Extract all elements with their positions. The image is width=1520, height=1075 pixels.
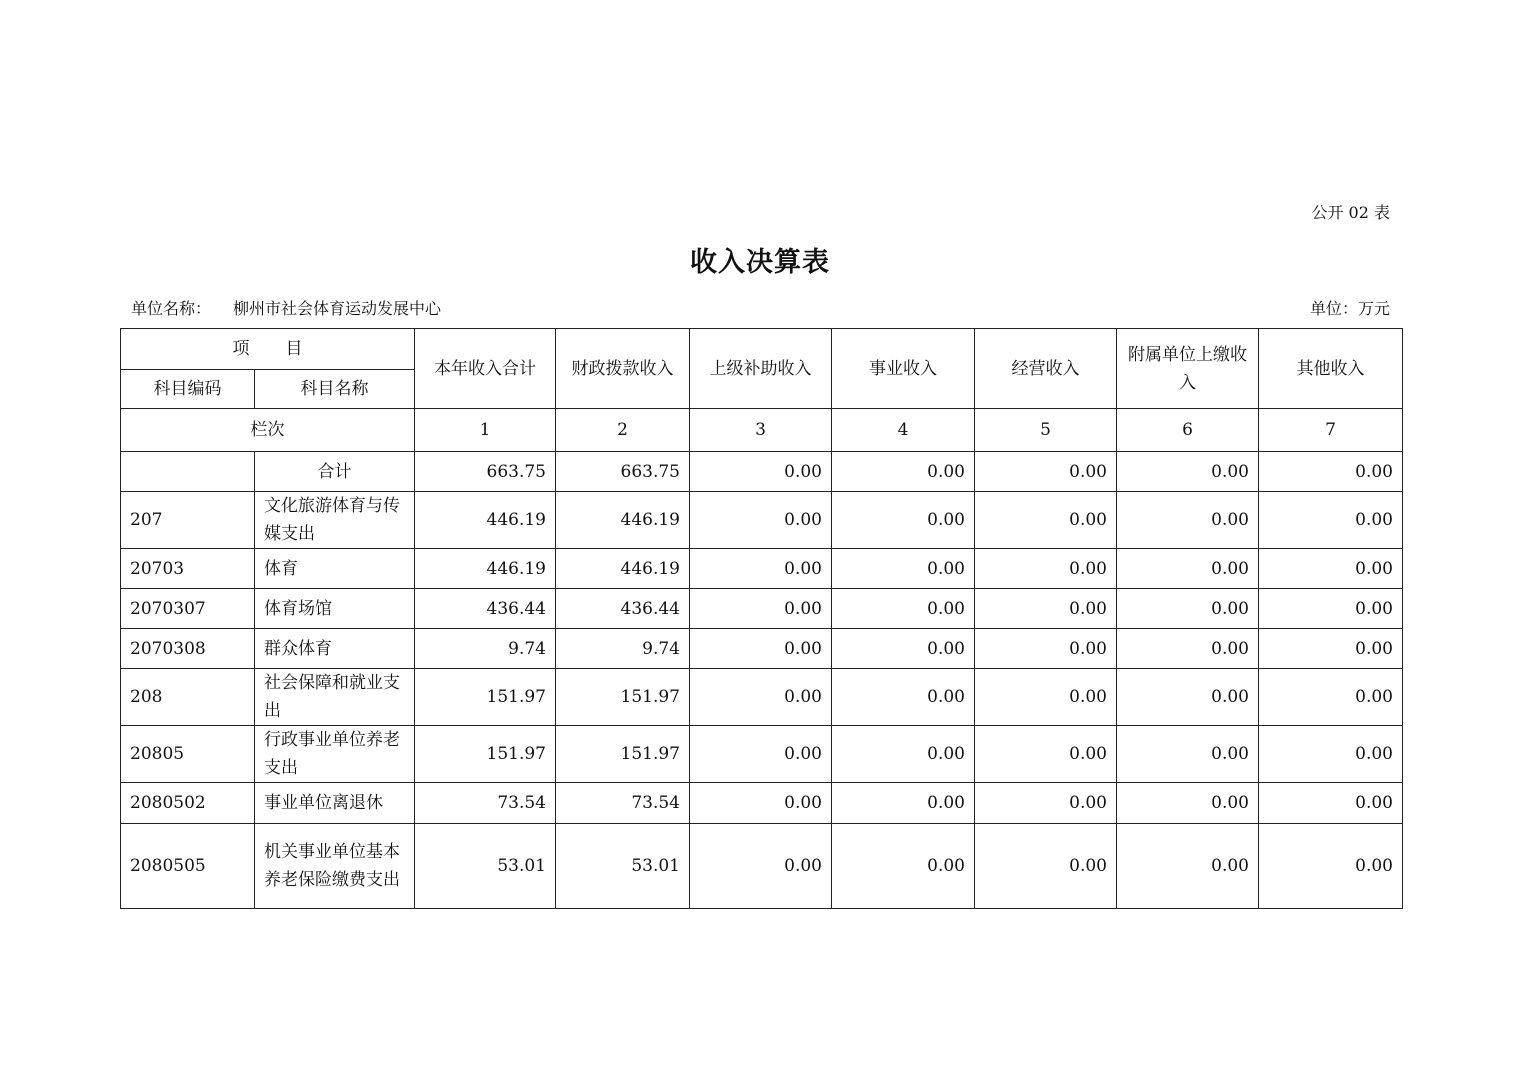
value-cell: 0.00: [690, 452, 832, 492]
total-label: 合计: [255, 452, 415, 492]
code-cell: 2080505: [121, 824, 255, 909]
item-header-part-2: 目: [285, 339, 303, 359]
value-cell: 0.00: [832, 783, 975, 824]
value-cell: 0.00: [832, 549, 975, 589]
value-cell: 0.00: [1259, 549, 1403, 589]
value-cell: 0.00: [1259, 629, 1403, 669]
code-cell: 2070307: [121, 589, 255, 629]
value-cell: 151.97: [415, 669, 556, 726]
value-cell: 0.00: [832, 669, 975, 726]
value-cell: 0.00: [975, 669, 1117, 726]
income-table: [120, 328, 1403, 909]
header-row-1: [121, 329, 1403, 370]
column-header: 其他收入: [1259, 329, 1403, 409]
value-cell: 0.00: [1117, 492, 1259, 549]
name-cell: 社会保障和就业支出: [255, 669, 415, 726]
value-cell: 0.00: [975, 629, 1117, 669]
value-cell: 0.00: [1117, 783, 1259, 824]
code-header: 科目编码: [121, 370, 255, 409]
value-cell: 0.00: [690, 669, 832, 726]
value-cell: 0.00: [1259, 783, 1403, 824]
code-cell: 207: [121, 492, 255, 549]
value-cell: 0.00: [690, 629, 832, 669]
value-cell: 0.00: [1259, 726, 1403, 783]
value-cell: 0.00: [690, 589, 832, 629]
value-cell: 0.00: [975, 589, 1117, 629]
column-number: 1: [415, 409, 556, 452]
value-cell: 9.74: [415, 629, 556, 669]
value-cell: 0.00: [690, 492, 832, 549]
value-cell: 0.00: [975, 783, 1117, 824]
value-cell: 0.00: [975, 549, 1117, 589]
value-cell: 446.19: [556, 492, 690, 549]
value-cell: 446.19: [415, 549, 556, 589]
value-cell: 0.00: [1117, 589, 1259, 629]
name-cell: 事业单位离退休: [255, 783, 415, 824]
table-row: [121, 783, 1403, 824]
value-cell: 0.00: [832, 589, 975, 629]
value-cell: 446.19: [415, 492, 556, 549]
value-cell: 151.97: [556, 726, 690, 783]
column-index-row: [121, 409, 1403, 452]
column-number: 5: [975, 409, 1117, 452]
column-number: 4: [832, 409, 975, 452]
value-cell: 0.00: [1117, 669, 1259, 726]
name-cell: 行政事业单位养老支出: [255, 726, 415, 783]
column-header: 财政拨款收入: [556, 329, 690, 409]
column-number: 2: [556, 409, 690, 452]
value-cell: 0.00: [1259, 452, 1403, 492]
value-cell: 53.01: [415, 824, 556, 909]
value-cell: 73.54: [415, 783, 556, 824]
value-cell: 0.00: [690, 549, 832, 589]
name-cell: 体育: [255, 549, 415, 589]
value-cell: 151.97: [556, 669, 690, 726]
value-cell: 0.00: [690, 726, 832, 783]
value-cell: 0.00: [975, 452, 1117, 492]
value-cell: 0.00: [1117, 824, 1259, 909]
code-cell: 2080502: [121, 783, 255, 824]
value-cell: 436.44: [415, 589, 556, 629]
column-header: 本年收入合计: [415, 329, 556, 409]
value-cell: 0.00: [690, 824, 832, 909]
value-cell: 436.44: [556, 589, 690, 629]
name-cell: 群众体育: [255, 629, 415, 669]
value-cell: 0.00: [1259, 824, 1403, 909]
value-cell: 0.00: [1117, 452, 1259, 492]
value-cell: 663.75: [556, 452, 690, 492]
value-cell: 0.00: [975, 726, 1117, 783]
total-code-cell: [121, 452, 255, 492]
item-header-part-1: 项: [232, 339, 250, 359]
name-cell: 体育场馆: [255, 589, 415, 629]
column-header: 事业收入: [832, 329, 975, 409]
form-number: 公开 02 表: [1311, 203, 1390, 222]
code-cell: 2070308: [121, 629, 255, 669]
unit-name-label: 单位名称：: [131, 299, 212, 318]
unit-name-value: 柳州市社会体育运动发展中心: [233, 299, 442, 318]
value-cell: 0.00: [832, 824, 975, 909]
item-header: [121, 329, 415, 370]
value-cell: 9.74: [556, 629, 690, 669]
value-cell: 663.75: [415, 452, 556, 492]
code-cell: 208: [121, 669, 255, 726]
table-row: [121, 726, 1403, 783]
value-cell: 0.00: [975, 824, 1117, 909]
code-cell: 20703: [121, 549, 255, 589]
value-cell: 0.00: [1117, 549, 1259, 589]
table-row: [121, 824, 1403, 909]
name-cell: 机关事业单位基本养老保险缴费支出: [255, 824, 415, 909]
value-cell: 0.00: [832, 492, 975, 549]
value-cell: 0.00: [1117, 629, 1259, 669]
unit-name-line: [131, 296, 441, 319]
currency-unit: 单位：万元: [1309, 299, 1390, 318]
column-header: 上级补助收入: [690, 329, 832, 409]
table-row: [121, 589, 1403, 629]
value-cell: 0.00: [690, 783, 832, 824]
value-cell: 0.00: [1259, 589, 1403, 629]
value-cell: 151.97: [415, 726, 556, 783]
table-row: [121, 549, 1403, 589]
row-index-label: 栏次: [121, 409, 415, 452]
table-row: [121, 629, 1403, 669]
value-cell: 0.00: [832, 452, 975, 492]
name-header: 科目名称: [255, 370, 415, 409]
value-cell: 0.00: [1259, 669, 1403, 726]
column-number: 7: [1259, 409, 1403, 452]
total-row: [121, 452, 1403, 492]
code-cell: 20805: [121, 726, 255, 783]
value-cell: 73.54: [556, 783, 690, 824]
column-header: 经营收入: [975, 329, 1117, 409]
page-title: 收入决算表: [690, 247, 830, 278]
value-cell: 53.01: [556, 824, 690, 909]
column-header: 附属单位上缴收入: [1117, 329, 1259, 409]
value-cell: 0.00: [1259, 492, 1403, 549]
value-cell: 0.00: [1117, 726, 1259, 783]
table-row: [121, 669, 1403, 726]
table-row: [121, 492, 1403, 549]
column-number: 6: [1117, 409, 1259, 452]
value-cell: 0.00: [832, 629, 975, 669]
column-number: 3: [690, 409, 832, 452]
name-cell: 文化旅游体育与传媒支出: [255, 492, 415, 549]
value-cell: 0.00: [832, 726, 975, 783]
value-cell: 446.19: [556, 549, 690, 589]
value-cell: 0.00: [975, 492, 1117, 549]
